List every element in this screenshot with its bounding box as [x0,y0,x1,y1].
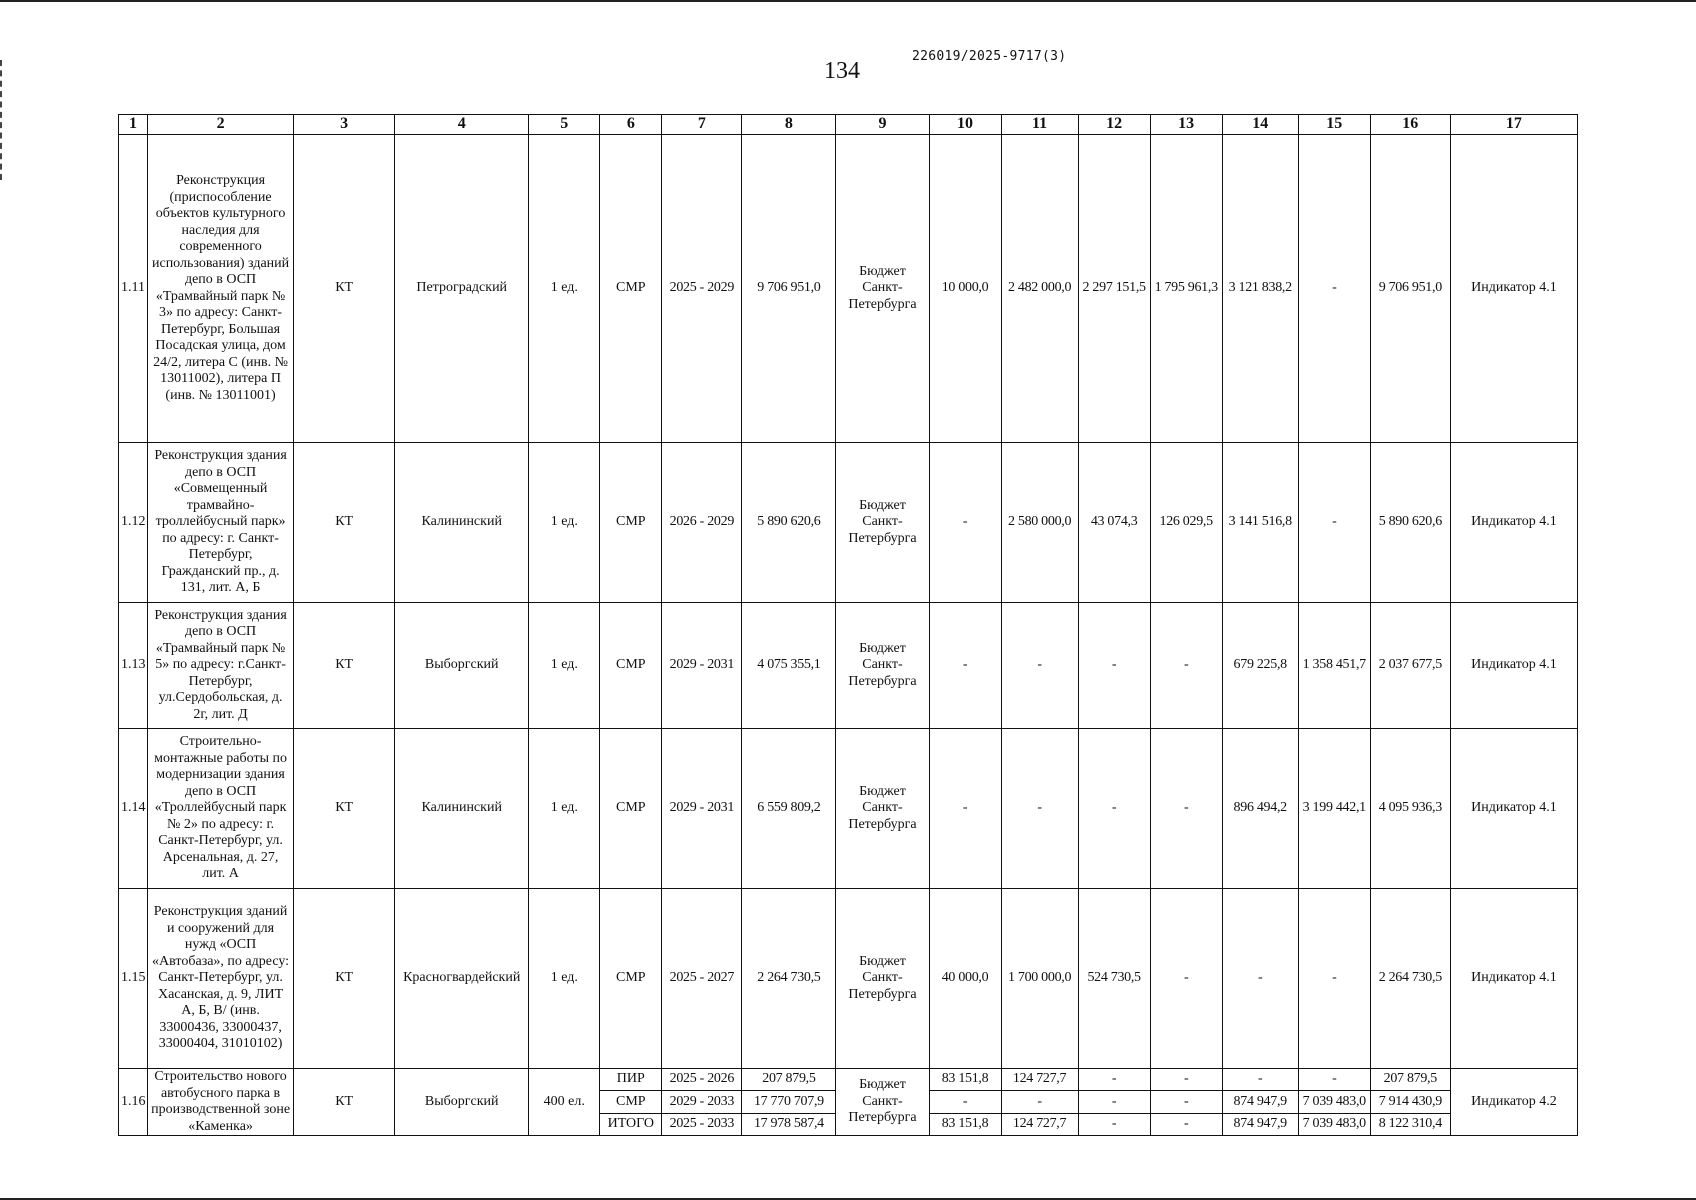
object-name: Строительство нового автобусного парка в производственной зоне «Каменка» [148,1069,294,1136]
indicator: Индикатор 4.1 [1450,889,1577,1069]
value-col10: - [929,1091,1001,1113]
value-col10: 83 151,8 [929,1113,1001,1135]
total-cost: 6 559 809,2 [742,729,836,889]
total-cost: 4 075 355,1 [742,603,836,729]
value-col15: 7 039 483,0 [1298,1113,1370,1135]
col-header: 8 [742,115,836,135]
district: Калининский [395,729,529,889]
value-col11: 2 580 000,0 [1001,443,1078,603]
row-number: 1.16 [119,1069,148,1136]
value-col10: 83 151,8 [929,1069,1001,1091]
value-col13: 126 029,5 [1150,443,1222,603]
col-header: 13 [1150,115,1222,135]
value-col16: 7 914 430,9 [1370,1091,1450,1113]
top-scan-edge [0,0,1696,2]
object-name: Реконструкция здания депо в ОСП «Совмещенный трамвайно-троллейбусный парк» по адресу: г. Санкт-Петербург, Гражданский пр., д. 131, лит. А, Б [148,443,294,603]
col-header: 15 [1298,115,1370,135]
col-header: 14 [1222,115,1298,135]
work-type: СМР [600,889,662,1069]
value-col13: - [1150,603,1222,729]
value-col14: 3 121 838,2 [1222,135,1298,443]
period: 2029 - 2033 [662,1091,742,1113]
value-col13: - [1150,1069,1222,1091]
col-header: 5 [529,115,600,135]
col-header: 10 [929,115,1001,135]
table-row [119,729,1578,889]
value-col12: 43 074,3 [1078,443,1150,603]
value-col11: 124 727,7 [1001,1069,1078,1091]
value-col16: 4 095 936,3 [1370,729,1450,889]
district: Красногвардейский [395,889,529,1069]
responsible: КТ [294,1069,395,1136]
object-name: Реконструкция зданий и сооружений для нужд «ОСП «Автобаза», по адресу: Санкт-Петербург, ул. Хасанская, д. 9, ЛИТ А, Б, В/ (инв. 33000436, 33000437, 33000404, 31010102) [148,889,294,1069]
quantity: 400 ел. [529,1069,600,1136]
district: Выборгский [395,1069,529,1136]
value-col12: - [1078,1113,1150,1135]
total-cost: 17 770 707,9 [742,1091,836,1113]
col-header: 3 [294,115,395,135]
district: Петроградский [395,135,529,443]
quantity: 1 ед. [529,443,600,603]
work-type: СМР [600,729,662,889]
funding-source: Бюджет Санкт-Петербурга [836,443,929,603]
funding-source: Бюджет Санкт-Петербурга [836,1069,929,1136]
indicator: Индикатор 4.1 [1450,729,1577,889]
value-col15: - [1298,1069,1370,1091]
value-col13: - [1150,1091,1222,1113]
quantity: 1 ед. [529,889,600,1069]
left-scan-marks [0,60,4,180]
col-header: 1 [119,115,148,135]
funding-source: Бюджет Санкт-Петербурга [836,729,929,889]
value-col14: 3 141 516,8 [1222,443,1298,603]
value-col11: - [1001,729,1078,889]
value-col16: 8 122 310,4 [1370,1113,1450,1135]
value-col15: - [1298,443,1370,603]
value-col14: 874 947,9 [1222,1113,1298,1135]
value-col16: 207 879,5 [1370,1069,1450,1091]
col-header: 17 [1450,115,1577,135]
col-header: 9 [836,115,929,135]
quantity: 1 ед. [529,729,600,889]
value-col10: 10 000,0 [929,135,1001,443]
funding-source: Бюджет Санкт-Петербурга [836,603,929,729]
period: 2029 - 2031 [662,603,742,729]
work-type: СМР [600,603,662,729]
value-col12: - [1078,603,1150,729]
value-col15: - [1298,135,1370,443]
col-header: 7 [662,115,742,135]
work-type: ИТОГО [600,1113,662,1135]
col-header: 12 [1078,115,1150,135]
value-col14: - [1222,889,1298,1069]
value-col13: 1 795 961,3 [1150,135,1222,443]
page-number: 134 [824,58,860,84]
total-cost: 17 978 587,4 [742,1113,836,1135]
responsible: КТ [294,135,395,443]
table-row [119,443,1578,603]
period: 2025 - 2033 [662,1113,742,1135]
work-type: СМР [600,443,662,603]
value-col13: - [1150,1113,1222,1135]
period: 2025 - 2029 [662,135,742,443]
value-col14: 679 225,8 [1222,603,1298,729]
responsible: КТ [294,443,395,603]
funding-table [118,114,1578,1136]
value-col16: 9 706 951,0 [1370,135,1450,443]
value-col13: - [1150,889,1222,1069]
total-cost: 9 706 951,0 [742,135,836,443]
row-number: 1.11 [119,135,148,443]
period: 2026 - 2029 [662,443,742,603]
work-type: ПИР [600,1069,662,1091]
responsible: КТ [294,729,395,889]
col-header: 11 [1001,115,1078,135]
indicator: Индикатор 4.1 [1450,443,1577,603]
table-row [119,889,1578,1069]
total-cost: 2 264 730,5 [742,889,836,1069]
responsible: КТ [294,889,395,1069]
indicator: Индикатор 4.1 [1450,135,1577,443]
value-col11: 2 482 000,0 [1001,135,1078,443]
value-col11: 124 727,7 [1001,1113,1078,1135]
value-col15: 3 199 442,1 [1298,729,1370,889]
col-header: 4 [395,115,529,135]
quantity: 1 ед. [529,603,600,729]
value-col15: - [1298,889,1370,1069]
total-cost: 207 879,5 [742,1069,836,1091]
value-col11: - [1001,1091,1078,1113]
value-col16: 2 037 677,5 [1370,603,1450,729]
value-col12: - [1078,1069,1150,1091]
value-col14: - [1222,1069,1298,1091]
funding-source: Бюджет Санкт-Петербурга [836,135,929,443]
row-number: 1.15 [119,889,148,1069]
work-type: СМР [600,1091,662,1113]
total-cost: 5 890 620,6 [742,443,836,603]
document-code: 226019/2025-9717(3) [912,49,1067,64]
value-col14: 896 494,2 [1222,729,1298,889]
value-col11: 1 700 000,0 [1001,889,1078,1069]
district: Калининский [395,443,529,603]
value-col12: - [1078,729,1150,889]
period: 2025 - 2027 [662,889,742,1069]
value-col10: - [929,729,1001,889]
work-type: СМР [600,135,662,443]
row-number: 1.12 [119,443,148,603]
value-col10: - [929,443,1001,603]
quantity: 1 ед. [529,135,600,443]
col-header: 2 [148,115,294,135]
header-row [119,115,1578,135]
district: Выборгский [395,603,529,729]
value-col12: - [1078,1091,1150,1113]
period: 2029 - 2031 [662,729,742,889]
funding-source: Бюджет Санкт-Петербурга [836,889,929,1069]
indicator: Индикатор 4.2 [1450,1069,1577,1136]
object-name: Реконструкция здания депо в ОСП «Трамвайный парк № 5» по адресу: г.Санкт-Петербург, ул.Сердобольская, д. 2г, лит. Д [148,603,294,729]
period: 2025 - 2026 [662,1069,742,1091]
responsible: КТ [294,603,395,729]
table-row [119,603,1578,729]
table-row [119,135,1578,443]
value-col12: 2 297 151,5 [1078,135,1150,443]
table-row-subitem [119,1069,1578,1091]
value-col16: 2 264 730,5 [1370,889,1450,1069]
col-header: 16 [1370,115,1450,135]
value-col15: 1 358 451,7 [1298,603,1370,729]
value-col10: 40 000,0 [929,889,1001,1069]
value-col14: 874 947,9 [1222,1091,1298,1113]
object-name: Реконструкция (приспособление объектов культурного наследия для современного использования) зданий депо в ОСП «Трамвайный парк № 3» по адресу: Санкт-Петербург, Большая Посадская улица, дом 24/2, литера С (инв. № 13011002), литера П (инв. № 13011001) [148,135,294,443]
value-col16: 5 890 620,6 [1370,443,1450,603]
value-col10: - [929,603,1001,729]
value-col11: - [1001,603,1078,729]
object-name: Строительно-монтажные работы по модернизации здания депо в ОСП «Троллейбусный парк № 2» по адресу: г. Санкт-Петербург, ул. Арсенальная, д. 27, лит. А [148,729,294,889]
value-col15: 7 039 483,0 [1298,1091,1370,1113]
indicator: Индикатор 4.1 [1450,603,1577,729]
row-number: 1.14 [119,729,148,889]
value-col12: 524 730,5 [1078,889,1150,1069]
row-number: 1.13 [119,603,148,729]
value-col13: - [1150,729,1222,889]
col-header: 6 [600,115,662,135]
